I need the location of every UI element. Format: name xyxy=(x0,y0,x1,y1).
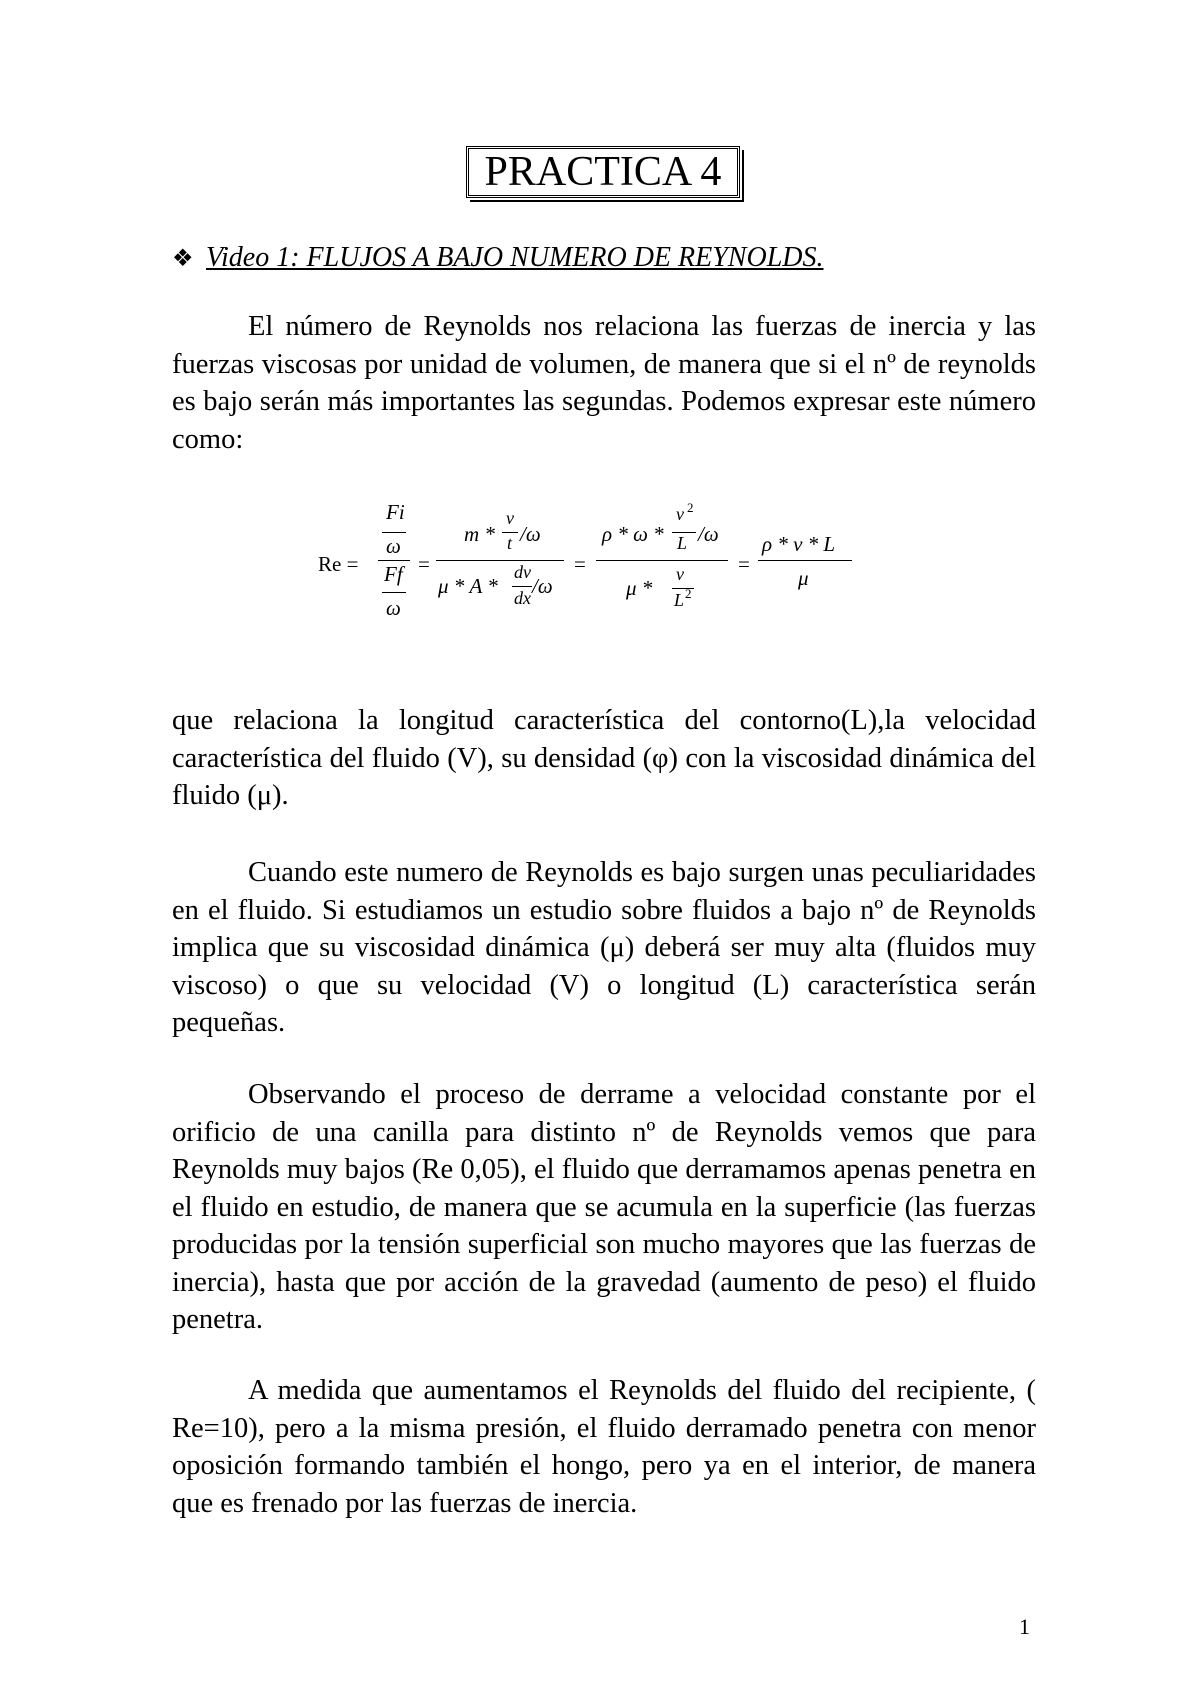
diamond-bullet-icon: ❖ xyxy=(172,246,194,272)
formula-t2-sup: 2 xyxy=(687,500,694,515)
formula-t3-num: ρ * v * L xyxy=(762,532,836,556)
formula-t2-den-v: v xyxy=(676,564,684,584)
paragraph-relation: que relaciona la longitud característica del contorno(L),la velocidad característica del fluido (V), su densidad (φ) con la viscosidad dinámica del fluido (μ). xyxy=(172,705,1036,811)
page-title: PRACTICA 4 xyxy=(466,146,740,198)
paragraph-intro: El número de Reynolds nos relaciona las fuerzas de inercia y las fuerzas viscosas por unidad de volumen, de manera que si el nº de reynolds es bajo serán más importantes las segundas. Podemos expresar este número como: xyxy=(172,311,1036,455)
paragraph-observation: Observando el proceso de derrame a velocidad constante por el orificio de una canilla para distinto nº de Reynolds vemos que para Reynolds muy bajos (Re 0,05), el fluido que derramamos apenas penetra en el fluido en estudio, de manera que se acumula en la superficie (las fuerzas producidas por la tensión superficial son mucho mayores que las fuerzas de inercia), hasta que por acción de la gravedad (aumento de peso) el fluido penetra. xyxy=(172,1079,1036,1335)
page-number: 1 xyxy=(1019,1614,1030,1639)
section-heading xyxy=(172,240,972,277)
formula-equals: = xyxy=(418,552,430,576)
formula-t2-den-prefix: μ * xyxy=(626,576,653,600)
formula-fraction-line xyxy=(382,592,406,593)
formula-t2-num-prefix: ρ * ω * xyxy=(602,522,664,546)
formula-re: Re = xyxy=(318,552,359,576)
formula-fraction-line xyxy=(512,586,532,587)
formula-t1-den-omega: /ω xyxy=(532,574,553,598)
formula-t1-m: m * xyxy=(464,522,495,546)
formula-t2-L: L xyxy=(677,533,688,553)
formula-main-fraction-line xyxy=(758,560,852,561)
formula-main-fraction-line xyxy=(378,560,410,561)
section-heading-text: Video 1: FLUJOS A BAJO NUMERO DE REYNOLDS. xyxy=(206,242,824,273)
formula-t1-omega: /ω xyxy=(520,522,541,546)
formula-main-fraction-line xyxy=(436,560,564,561)
formula-equals: = xyxy=(574,552,586,576)
paragraph-low-reynolds: Cuando este numero de Reynolds es bajo surgen unas peculiaridades en el fluido. Si estudiamos un estudio sobre fluidos a bajo nº de Reynolds implica que su viscosidad dinámica (μ) deberá ser muy alta (fluidos muy viscoso) o que su velocidad (V) o longitud (L) característica serán pequeñas. xyxy=(172,857,1036,1038)
formula-equals: = xyxy=(738,552,750,576)
formula-fraction-line xyxy=(382,532,406,533)
formula-t1-v: v xyxy=(506,508,514,528)
formula-omega: ω xyxy=(386,596,401,620)
reynolds-formula xyxy=(318,500,858,630)
formula-ff: Ff xyxy=(384,562,403,586)
formula-omega: ω xyxy=(386,534,401,558)
formula-t1-dx: dx xyxy=(514,588,531,608)
paragraph-increase: A medida que aumentamos el Reynolds del fluido del recipiente, ( Re=10), pero a la misma presión, el fluido derramado penetra con menor oposición formando también el hongo, pero ya en el interior, de manera que es frenado por las fuerzas de inercia. xyxy=(172,1375,1036,1519)
formula-fi: Fi xyxy=(386,500,405,524)
formula-t1-dv: dv xyxy=(514,562,531,582)
formula-t2-den-sup: 2 xyxy=(685,586,692,601)
formula-main-fraction-line xyxy=(596,560,728,561)
formula-t2-v: v xyxy=(676,504,684,524)
formula-t2-den-L: L xyxy=(674,590,685,610)
formula-t3-den: μ xyxy=(798,566,809,590)
formula-t1-t: t xyxy=(507,533,513,553)
formula-t2-omega: /ω xyxy=(698,522,719,546)
formula-t1-den-prefix: μ * A * xyxy=(438,574,498,598)
